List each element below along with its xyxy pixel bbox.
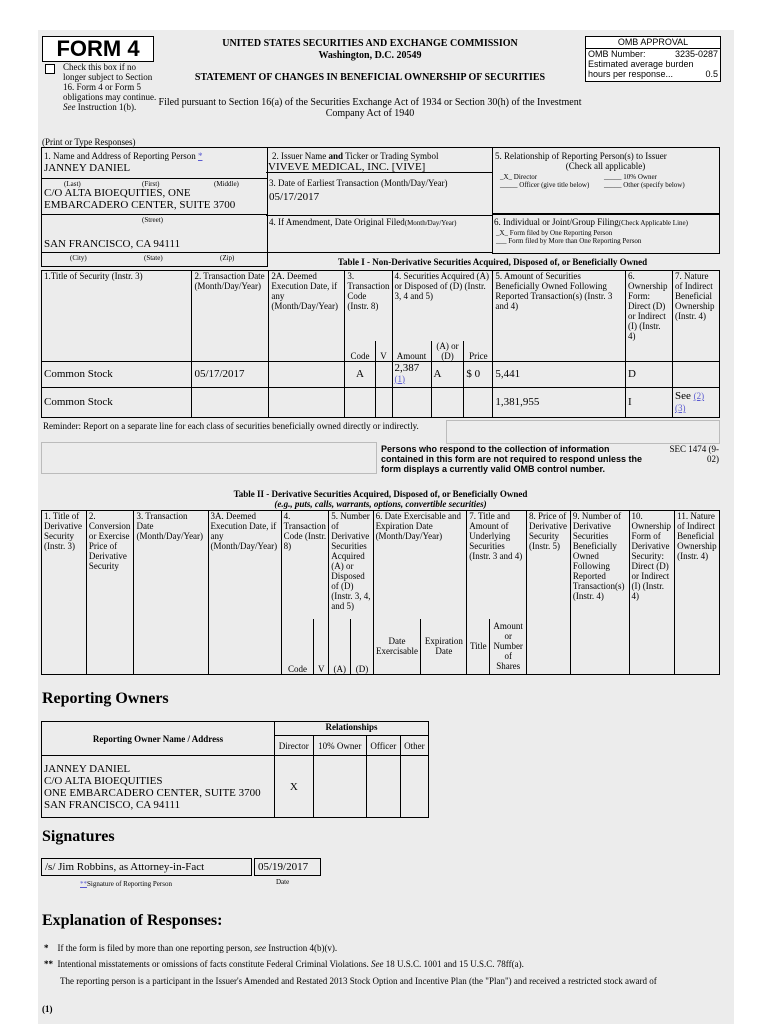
relationship-box <box>492 147 720 215</box>
t1-h6: 6. Ownership Form: Direct (D) or Indirect (I) (Instr. 4) <box>625 271 672 362</box>
omb-number: 3235-0287 <box>674 49 718 59</box>
t2-h11: 11. Nature of Indirect Beneficial Ownership (Instr. 4) <box>675 511 720 675</box>
director-line: _X_ Director <box>500 173 538 181</box>
filing-type-box <box>492 213 720 254</box>
ten-pct-line: _____ 10% Owner <box>604 173 657 181</box>
box4-label: 4. If Amendment, Date Original Filed <box>269 217 405 227</box>
director-mark: X <box>275 756 314 818</box>
reminder-text: Reminder: Report on a separate line for each class of securities beneficially owned directly or indirectly. <box>43 421 419 431</box>
city-state-zip-labels <box>41 252 268 267</box>
signatures-heading: Signatures <box>42 828 115 845</box>
t1-sub-price: Price <box>464 341 493 362</box>
footnote-1-mark: (1) <box>42 1004 53 1014</box>
t2-h2: 2. Conversion or Exercise Price of Derivative Security <box>86 511 134 675</box>
agency-location: Washington, D.C. 20549 <box>318 50 422 61</box>
street-label: (Street) <box>142 216 163 224</box>
other-line: _____ Other (specify below) <box>604 181 685 189</box>
t2-h5: 5. Number of Derivative Securities Acquired (A) or Disposed of (D) (Instr. 3, 4, and 5) <box>329 511 373 619</box>
reporting-person-city: SAN FRANCISCO, CA 94111 <box>44 238 181 250</box>
no-longer-subject-checkbox[interactable] <box>45 64 55 74</box>
other-header: Other <box>400 736 428 756</box>
reporting-owners-table <box>41 721 429 818</box>
table-row: JANNEY DANIEL C/O ALTA BIOEQUITIES ONE EMBARCADERO CENTER, SUITE 3700 SAN FRANCISCO, CA 94111 X <box>42 756 429 818</box>
form-title: FORM 4 <box>42 36 154 62</box>
reporting-owners-heading: Reporting Owners <box>42 690 169 707</box>
persons-notice: Persons who respond to the collection of information contained in this form are not required to respond unless the form displays a currently valid OMB control number. <box>381 444 643 474</box>
city-label: (City) <box>70 254 87 262</box>
reporting-person-box <box>41 147 268 253</box>
t2-h3: 3. Transaction Date (Month/Day/Year) <box>134 511 208 675</box>
t2-h1: 1. Title of Derivative Security (Instr. 3) <box>42 511 87 675</box>
t1-h7: 7. Nature of Indirect Beneficial Ownership (Instr. 4) <box>672 271 719 362</box>
note-2: ** Intentional misstatements or omissions of facts constitute Federal Criminal Violations. See 18 U.S.C. 1001 and 15 U.S.C. 78ff(a). <box>44 959 524 969</box>
box5-label: 5. Relationship of Reporting Person(s) to Issuer <box>495 151 667 161</box>
middle-label: (Middle) <box>214 180 239 188</box>
t2-sub-a: (A) <box>329 619 351 675</box>
reminder-box <box>41 418 720 476</box>
t2-h9: 9. Number of Derivative Securities Beneficially Owned Following Reported Transaction(s) (Instr. 4) <box>570 511 629 675</box>
t1-h4: 4. Securities Acquired (A) or Disposed of (D) (Instr. 3, 4 and 5) <box>392 271 493 341</box>
explanation-heading: Explanation of Responses: <box>42 912 223 929</box>
box1-label: 1. Name and Address of Reporting Person <box>44 151 196 161</box>
statement-title: STATEMENT OF CHANGES IN BENEFICIAL OWNERSHIP OF SECURITIES <box>194 72 546 83</box>
reporting-person-address: C/O ALTA BIOEQUITIES, ONE EMBARCADERO CENTER, SUITE 3700 <box>44 187 236 211</box>
t1-h3: 3. Transaction Code (Instr. 8) <box>345 271 392 341</box>
t2-sub-date-ex: Date Exercisable <box>373 619 421 675</box>
earliest-date: 05/17/2017 <box>269 191 320 203</box>
box6-label: 6. Individual or Joint/Group Filing <box>494 217 619 227</box>
table1-title: Table I - Non-Derivative Securities Acquired, Disposed of, or Beneficially Owned <box>337 257 648 267</box>
derivative-table <box>41 510 720 675</box>
box3-label: 3. Date of Earliest Transaction (Month/Day/Year) <box>269 178 448 188</box>
more-persons-line: ___ Form filed by More than One Reporting Person <box>496 237 642 245</box>
table2-subtitle: (e.g., puts, calls, warrants, options, convertible securities) <box>274 499 487 509</box>
table-row: Common Stock 05/17/2017 A 2,387 (1) A $ 0 5,441 D <box>42 361 720 387</box>
first-label: (First) <box>142 180 160 188</box>
t2-h10: 10. Ownership Form of Derivative Security: Direct (D) or Indirect (I) (Instr. 4) <box>629 511 675 675</box>
footnote-1-link[interactable]: (1) <box>394 373 406 384</box>
one-person-line: _X_ Form filed by One Reporting Person <box>496 229 613 237</box>
footnote-1-text: The reporting person is a participant in the Issuer's Amended and Restated 2013 Stock Option and Incentive Plan (the "Plan") and received a restricted stock award of <box>60 976 657 986</box>
t1-h5: 5. Amount of Securities Beneficially Owned Following Reported Transaction(s) (Instr. 3 and 4) <box>493 271 626 362</box>
zip-label: (Zip) <box>220 254 235 262</box>
t2-h8: 8. Price of Derivative Security (Instr. 5) <box>526 511 570 675</box>
state-label: (State) <box>144 254 163 262</box>
reporting-person-name: JANNEY DANIEL <box>44 162 131 174</box>
t2-h6: 6. Date Exercisable and Expiration Date (Month/Day/Year) <box>373 511 467 619</box>
omb-approval-box <box>585 36 721 82</box>
amendment-box <box>266 214 493 253</box>
box5-sub: (Check all applicable) <box>565 161 646 171</box>
relationships-header: Relationships <box>275 722 429 736</box>
t2-sub-code: Code <box>281 619 314 675</box>
t1-h2a: 2A. Deemed Execution Date, if any (Month/Day/Year) <box>269 271 345 362</box>
signature-date: 05/19/2017 <box>254 858 321 876</box>
box6-sub: (Check Applicable Line) <box>618 219 688 227</box>
box2-label-b: Ticker or Trading Symbol <box>345 151 439 161</box>
t2-h3a: 3A. Deemed Execution Date, if any (Month/Day/Year) <box>208 511 281 675</box>
director-header: Director <box>275 736 314 756</box>
footnote-2-link[interactable]: (2) <box>693 391 705 401</box>
filed-pursuant: Filed pursuant to Section 16(a) of the Securities Exchange Act of 1934 or Section 30(h) of the Investment Company Act of 1940 <box>158 97 582 119</box>
omb-number-label: OMB Number: <box>588 49 646 59</box>
box2-label-a: 2. Issuer Name <box>272 151 327 161</box>
table2-title: Table II - Derivative Securities Acquired, Disposed of, or Beneficially Owned <box>233 489 528 499</box>
signature-label: **Signature of Reporting Person <box>80 880 172 888</box>
last-label: (Last) <box>64 180 81 188</box>
t1-sub-aord: (A) or (D) <box>431 341 464 362</box>
t1-h1: 1.Title of Security (Instr. 3) <box>42 271 192 362</box>
t2-h4: 4. Transaction Code (Instr. 8) <box>281 511 329 619</box>
print-type-note: (Print or Type Responses) <box>42 137 136 147</box>
ten-pct-header: 10% Owner <box>313 736 366 756</box>
reminder-blank-right <box>446 420 720 444</box>
omb-burden: 0.5 <box>705 69 718 79</box>
t1-sub-code: Code <box>345 341 375 362</box>
owner-name-header: Reporting Owner Name / Address <box>42 722 275 756</box>
table-row: Common Stock 1,381,955 I See (2) (3) <box>42 387 720 417</box>
t1-h2: 2. Transaction Date (Month/Day/Year) <box>192 271 269 362</box>
reminder-blank-left <box>41 442 377 474</box>
officer-header: Officer <box>366 736 400 756</box>
sec-code: SEC 1474 (9-02) <box>669 444 719 464</box>
officer-line: _____ Officer (give title below) <box>500 181 590 189</box>
t1-sub-amount: Amount <box>392 341 431 362</box>
note-1: * If the form is filed by more than one reporting person, see Instruction 4(b)(v). <box>44 943 338 953</box>
footnote-3-link[interactable]: (3) <box>674 403 686 413</box>
t2-sub-amount: Amount or Number of Shares <box>490 619 527 675</box>
issuer-box <box>266 147 493 173</box>
issuer-name: VIVEVE MEDICAL, INC. [VIVE] <box>268 161 426 173</box>
t2-sub-v: V <box>314 619 329 675</box>
box4-sub: (Month/Day/Year) <box>404 219 457 227</box>
omb-title: OMB APPROVAL <box>586 37 720 49</box>
sig-mark-link[interactable]: ** <box>80 880 87 888</box>
box2-and: and <box>328 151 343 161</box>
earliest-transaction-box <box>266 172 493 216</box>
omb-burden-label: Estimated average burden hours per response... <box>588 59 694 79</box>
t2-sub-title: Title <box>467 619 490 675</box>
t2-sub-d: (D) <box>351 619 373 675</box>
date-label: Date <box>276 878 290 886</box>
signer-name: /s/ Jim Robbins, as Attorney-in-Fact <box>41 858 252 876</box>
non-derivative-table <box>41 270 720 418</box>
checkbox-label: Check this box if no longer subject to Section 16. Form 4 or Form 5 obligations may continue. See Instruction 1(b). <box>63 62 157 112</box>
t2-h7: 7. Title and Amount of Underlying Securities (Instr. 3 and 4) <box>467 511 527 619</box>
t2-sub-exp: Expiration Date <box>421 619 467 675</box>
t1-sub-v: V <box>375 341 392 362</box>
box1-star-link[interactable]: * <box>197 151 203 161</box>
agency-title: UNITED STATES SECURITIES AND EXCHANGE COMMISSION <box>222 38 518 49</box>
